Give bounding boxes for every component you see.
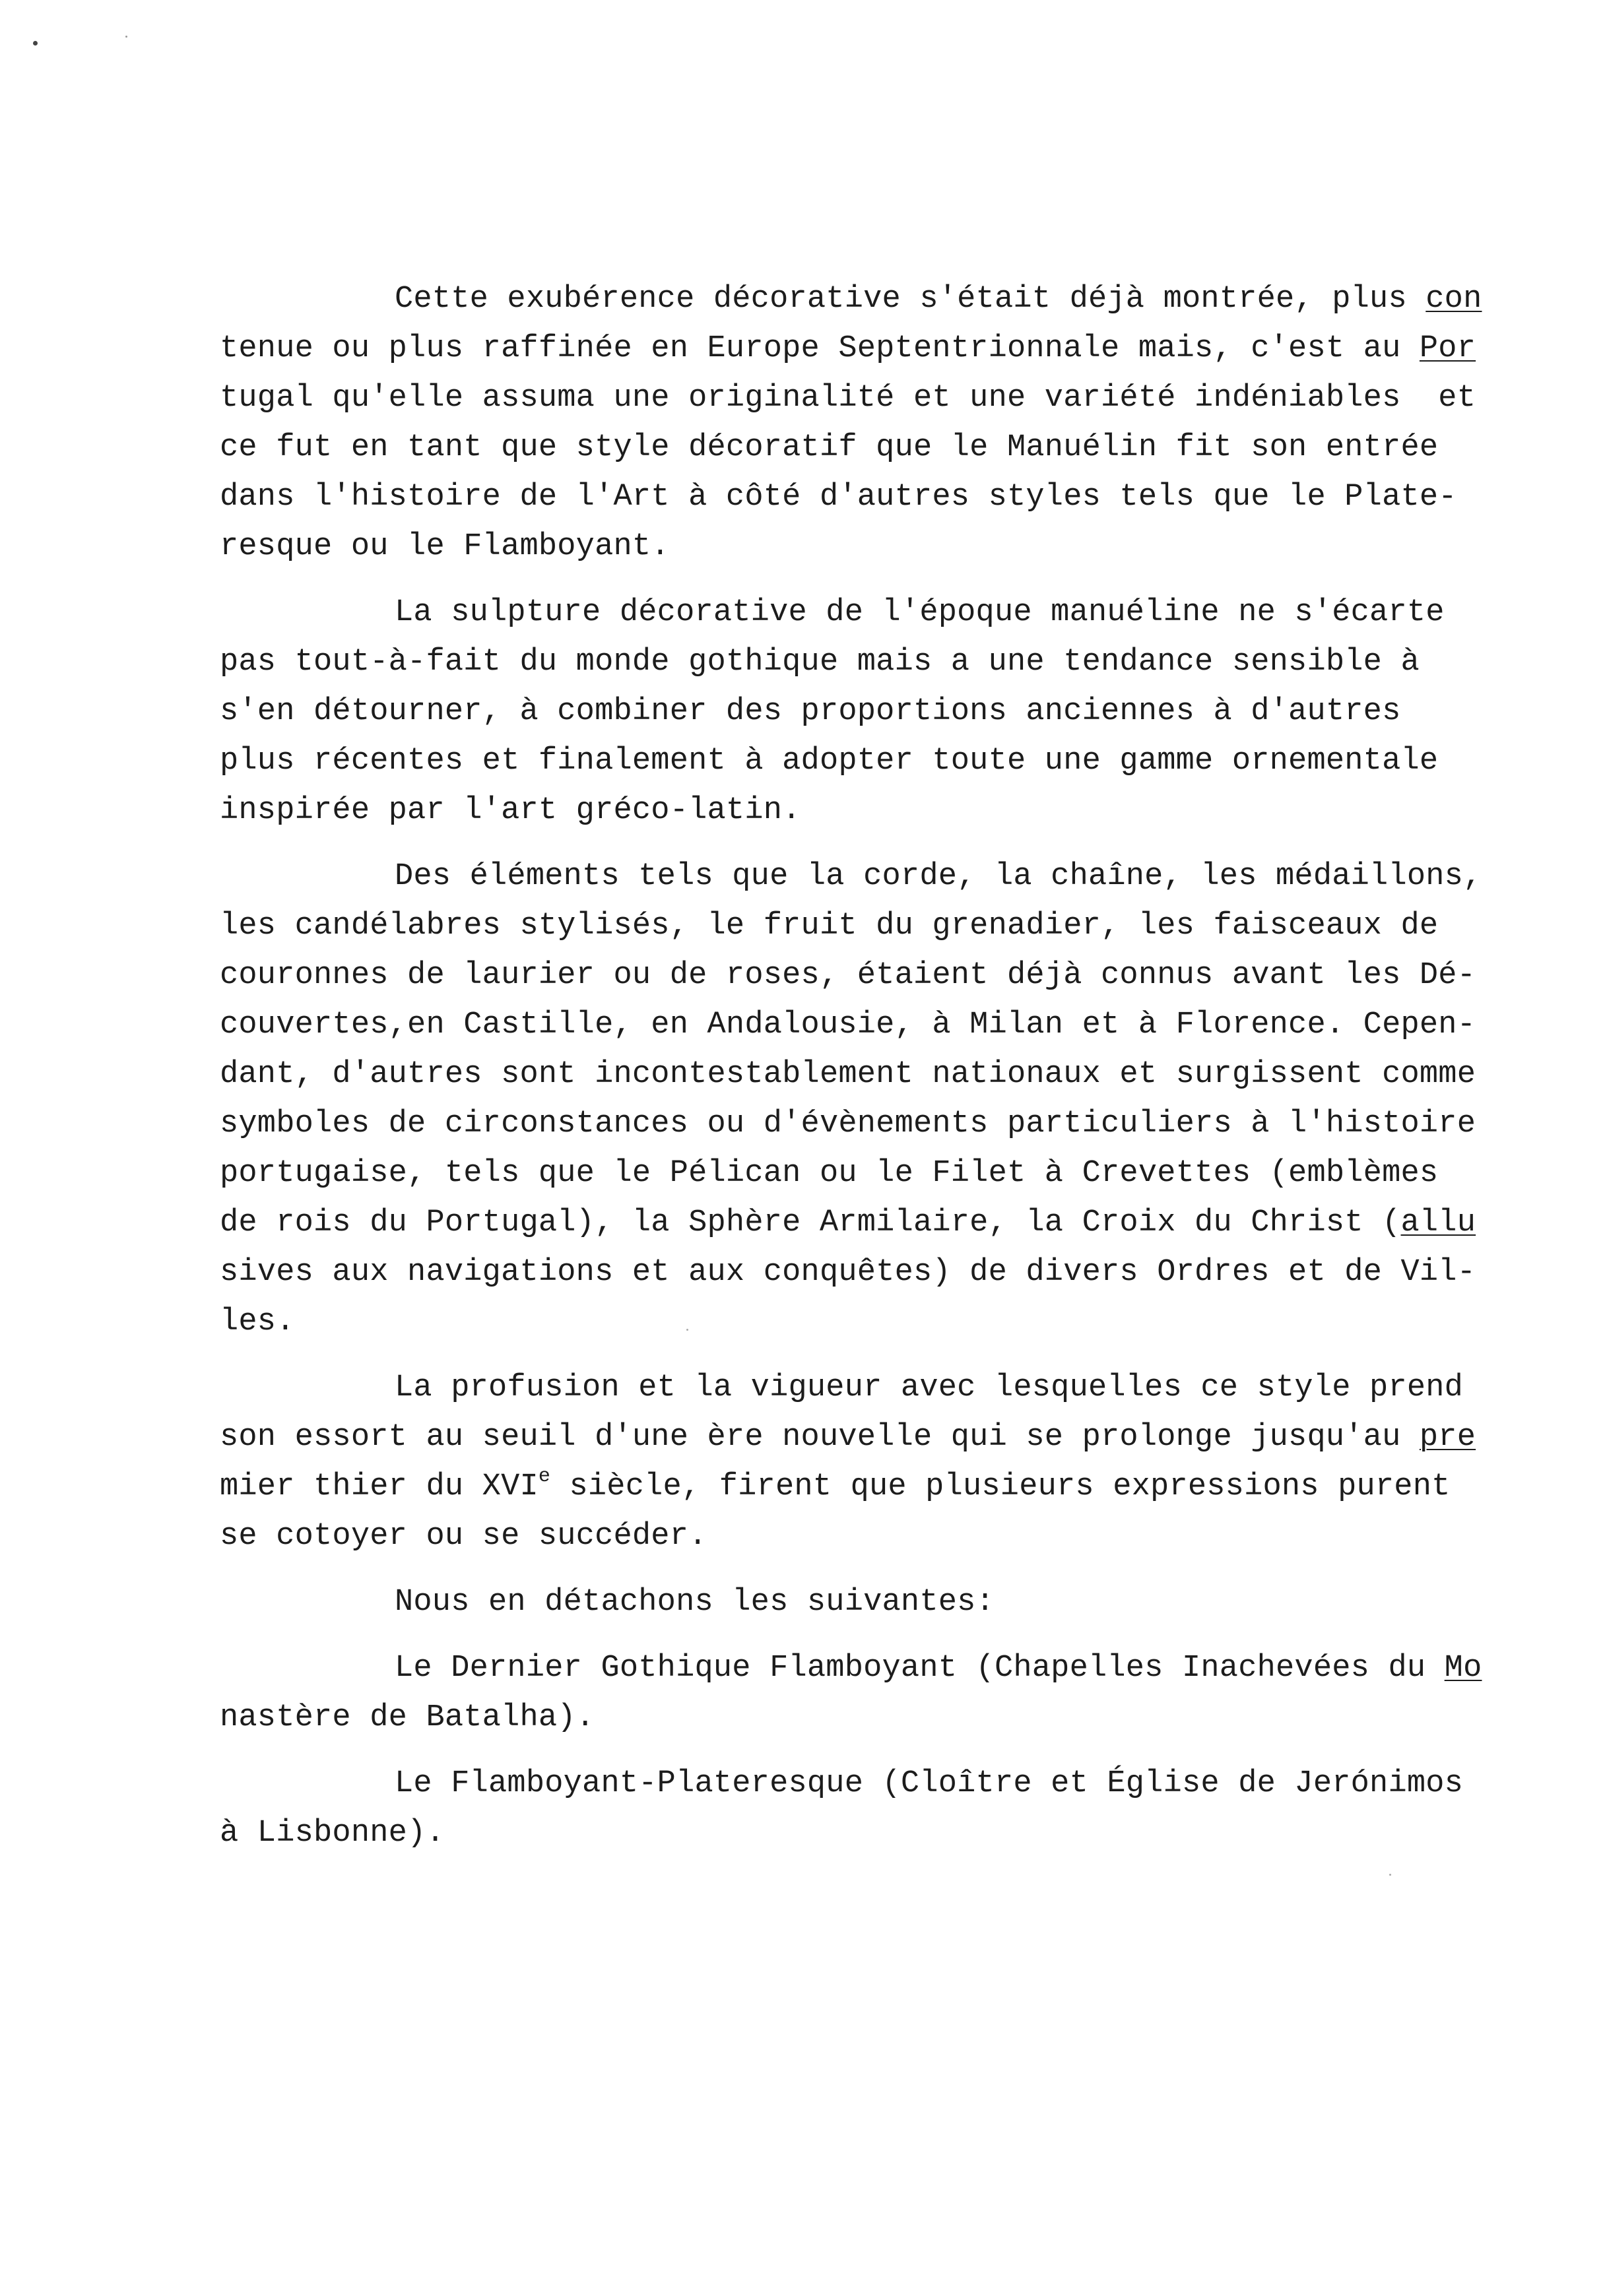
paragraph-1-line-6: resque ou le Flamboyant. — [220, 529, 670, 564]
paragraph-4-line-3 — [220, 1467, 1451, 1510]
paragraph-1-line-4: ce fut en tant que style décoratif que le Manuélin fit son entrée — [220, 430, 1439, 465]
paragraph-3-line-1: Des éléments tels que la corde, la chaîne, les médaillons, — [395, 859, 1482, 894]
paragraph-5-line-1: Nous en détachons les suivantes: — [395, 1585, 995, 1620]
superscript: e — [538, 1465, 551, 1488]
paragraph-2-line-1: La sulpture décorative de l'époque manuéline ne s'écarte — [395, 595, 1445, 630]
paragraph-3-line-4: couvertes,en Castille, en Andalousie, à Milan et à Florence. Cepen- — [220, 1007, 1476, 1042]
paragraph-4-line-4: se cotoyer ou se succéder. — [220, 1519, 707, 1554]
underlined-syllable: Mo — [1444, 1651, 1482, 1686]
paragraph-3-line-3: couronnes de laurier ou de roses, étaient déjà connus avant les Dé- — [220, 958, 1476, 993]
underlined-syllable: con — [1425, 282, 1482, 317]
underlined-syllable: allu — [1400, 1205, 1476, 1240]
text-segment: Le Dernier Gothique Flamboyant (Chapelles Inachevées du — [395, 1651, 1445, 1686]
paragraph-3-line-5: dant, d'autres sont incontestablement nationaux et surgissent comme — [220, 1057, 1476, 1092]
underlined-syllable: Por — [1419, 331, 1476, 366]
underlined-syllable: pre — [1419, 1420, 1476, 1455]
paragraph-2-line-4: plus récentes et finalement à adopter toute une gamme ornementale — [220, 744, 1439, 779]
paragraph-2-line-5: inspirée par l'art gréco-latin. — [220, 793, 801, 828]
text-segment: siècle, firent que plusieurs expressions purent — [550, 1469, 1451, 1504]
text-segment: Cette exubérence décorative s'était déjà montrée, plus — [395, 282, 1426, 317]
paragraph-3-line-9: sives aux navigations et aux conquêtes) de divers Ordres et de Vil- — [220, 1255, 1476, 1290]
scan-speck — [125, 36, 127, 38]
scan-speck — [1389, 1874, 1391, 1876]
text-segment: son essort au seuil d'une ère nouvelle qui se prolonge jusqu'au — [220, 1420, 1420, 1455]
paragraph-7-line-2: à Lisbonne). — [220, 1816, 445, 1851]
paragraph-3-line-8 — [220, 1203, 1476, 1243]
paragraph-1-line-1 — [395, 280, 1482, 319]
paragraph-7-line-1: Le Flamboyant-Plateresque (Cloître et Église de Jerónimos — [395, 1766, 1464, 1801]
paragraph-6-line-2: nastère de Batalha). — [220, 1700, 595, 1735]
paragraph-1-line-2 — [220, 329, 1476, 369]
scan-speck — [33, 41, 38, 46]
text-segment: tenue ou plus raffinée en Europe Septentrionnale mais, c'est au — [220, 331, 1420, 366]
scan-speck — [686, 1329, 688, 1331]
paragraph-4-line-2 — [220, 1418, 1476, 1457]
paragraph-3-line-7: portugaise, tels que le Pélican ou le Filet à Crevettes (emblèmes — [220, 1156, 1439, 1191]
text-segment: mier thier du XVI — [220, 1469, 539, 1504]
paragraph-3-line-6: symboles de circonstances ou d'évènements particuliers à l'histoire — [220, 1106, 1476, 1141]
text-segment: de rois du Portugal), la Sphère Armilaire, la Croix du Christ ( — [220, 1205, 1401, 1240]
paragraph-3-line-2: les candélabres stylisés, le fruit du grenadier, les faisceaux de — [220, 909, 1439, 943]
paragraph-3-line-10: les. — [220, 1304, 295, 1339]
paragraph-1-line-3: tugal qu'elle assuma une originalité et une variété indéniables et — [220, 381, 1476, 416]
paragraph-1-line-5: dans l'histoire de l'Art à côté d'autres styles tels que le Plate- — [220, 480, 1457, 515]
paragraph-6-line-1 — [395, 1649, 1482, 1688]
paragraph-4-line-1: La profusion et la vigueur avec lesquelles ce style prend — [395, 1370, 1464, 1405]
paragraph-2-line-3: s'en détourner, à combiner des proportions anciennes à d'autres — [220, 694, 1401, 729]
paragraph-2-line-2: pas tout-à-fait du monde gothique mais a une tendance sensible à — [220, 645, 1420, 680]
